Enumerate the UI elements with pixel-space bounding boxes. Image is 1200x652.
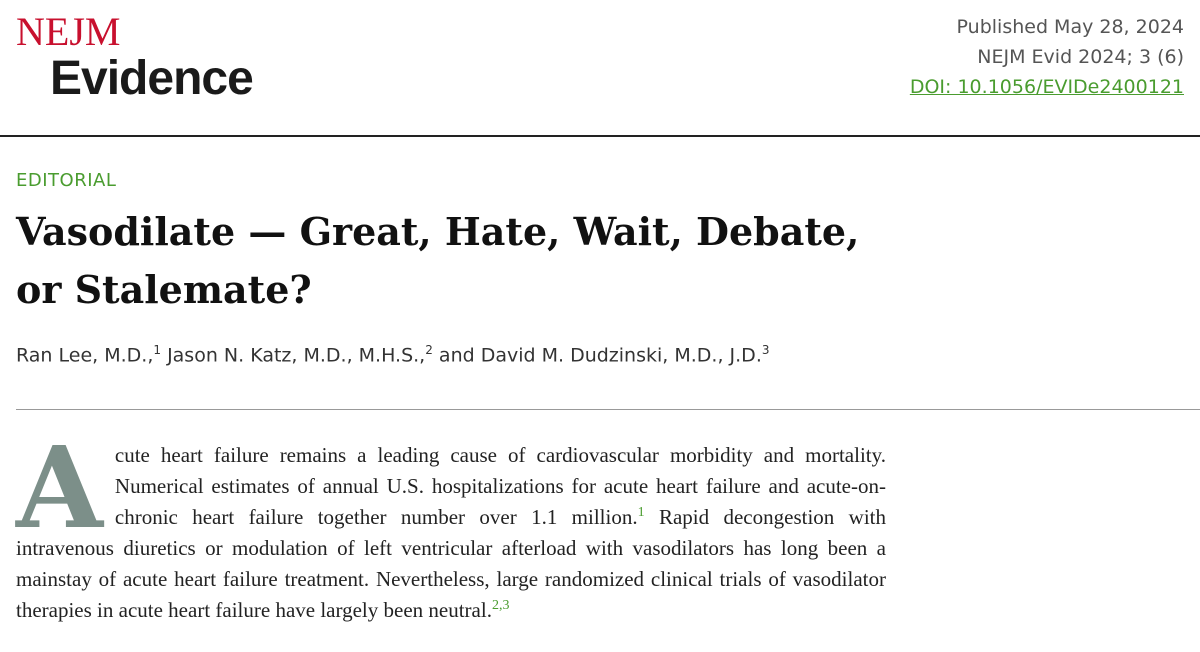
title-line-1: Vasodilate — Great, Hate, Wait, Debate, xyxy=(16,209,860,254)
section-label: EDITORIAL xyxy=(16,170,117,191)
publication-meta xyxy=(910,12,1184,102)
logo-nejm: NEJM xyxy=(16,9,121,54)
body-text-2: Rapid decongestion with intravenous diuretics or modulation of left ventricular afterload with vasodilators has long been a mainstay of acute heart failure treatment. Nevertheless, large randomized clinical trials of vasodilator therapies in acute heart failure have largely been neutral. xyxy=(16,505,886,622)
header-divider xyxy=(0,135,1200,137)
citation-link[interactable]: 2,3 xyxy=(491,598,510,613)
author-name: Ran Lee, M.D., xyxy=(16,344,154,367)
citation-link[interactable]: 1 xyxy=(637,505,645,520)
body-text-1: cute heart failure remains a leading cause of cardiovascular morbidity and mortality. Numerical estimates of annual U.S. hospitalizations for acute heart failure and acute-on-chronic heart failure together number over 1.1 million. xyxy=(114,443,886,529)
logo-evidence: Evidence xyxy=(50,52,253,105)
published-date: Published May 28, 2024 xyxy=(956,16,1184,38)
article-title xyxy=(16,203,1116,319)
authors-divider xyxy=(16,409,1200,410)
drop-cap: A xyxy=(16,423,103,554)
journal-citation: NEJM Evid 2024; 3 (6) xyxy=(977,46,1184,68)
author-ref: 3 xyxy=(761,343,770,357)
article-body xyxy=(16,423,886,626)
author-name: and David M. Dudzinski, M.D., J.D. xyxy=(438,344,762,367)
author-name: Jason N. Katz, M.D., M.H.S., xyxy=(167,344,426,367)
title-line-2: or Stalemate? xyxy=(16,267,312,312)
doi-link[interactable]: DOI: 10.1056/EVIDe2400121 xyxy=(909,76,1184,98)
journal-logo[interactable] xyxy=(16,9,253,105)
author-ref: 1 xyxy=(153,343,162,357)
author-ref: 2 xyxy=(425,343,433,357)
author-list xyxy=(16,343,770,366)
